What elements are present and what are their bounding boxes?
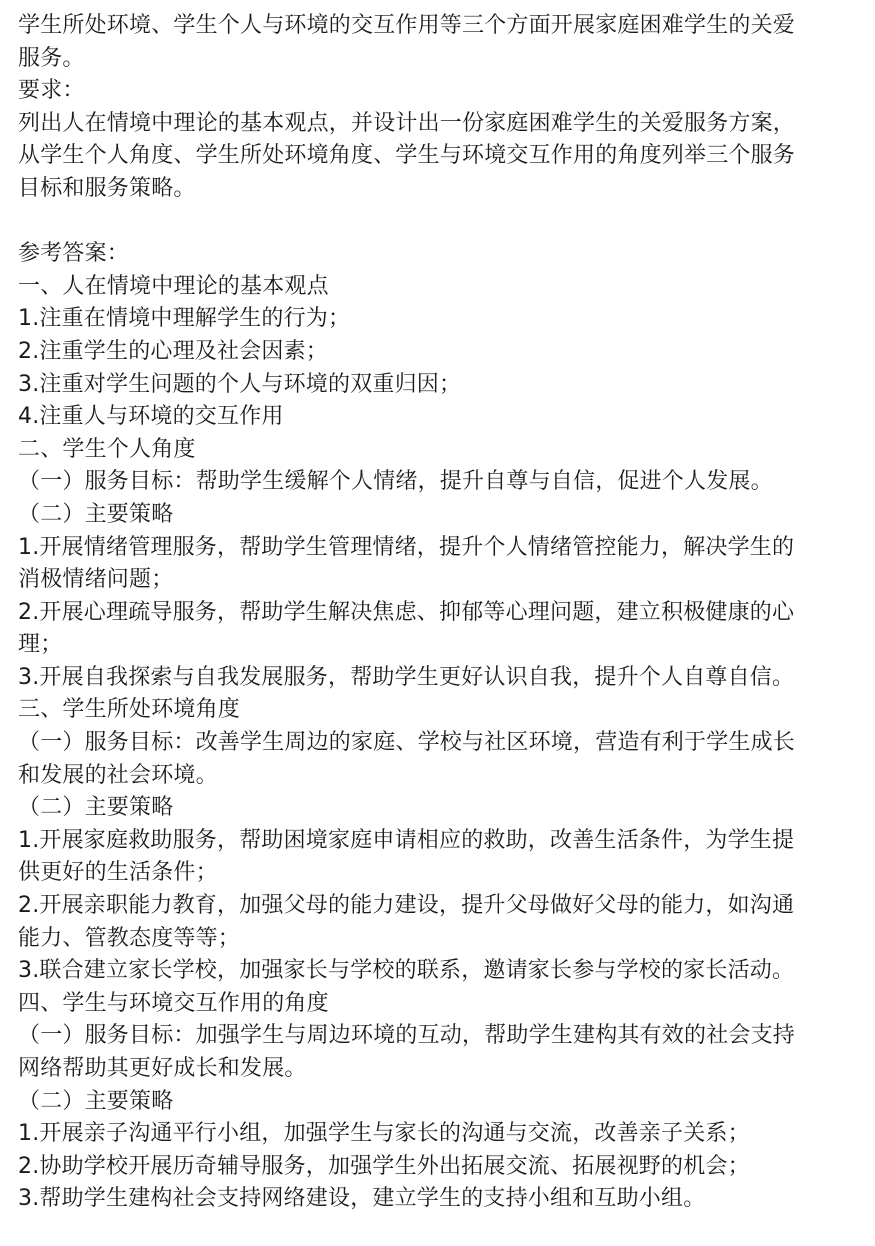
strategy-line: 3.帮助学生建构社会支持网络建设，建立学生的支持小组和互助小组。 — [18, 1186, 706, 1212]
strategy-line: 2.协助学校开展历奇辅导服务，加强学生外出拓展交流、拓展视野的机会； — [18, 1153, 750, 1179]
strategy-line: 3.开展自我探索与自我发展服务，帮助学生更好认识自我，提升个人自尊自信。 — [18, 664, 795, 690]
strategy-line: 3.联合建立家长学校，加强家长与学校的联系，邀请家长参与学校的家长活动。 — [18, 958, 795, 984]
blank-spacer — [18, 206, 860, 239]
section-environment-perspective — [18, 694, 860, 987]
strategy-line: 2.开展心理疏导服务，帮助学生解决焦虑、抑郁等心理问题，建立积极健康的心 — [18, 599, 795, 625]
strategy-line: 理； — [18, 632, 63, 658]
answer-heading: 参考答案： — [18, 241, 130, 267]
strategy-heading: （二）主要策略 — [18, 795, 174, 821]
document-body — [18, 10, 860, 1216]
strategy-line: 能力、管教态度等等； — [18, 925, 241, 951]
service-goal: 和发展的社会环境。 — [18, 762, 218, 788]
list-item: 4.注重人与环境的交互作用 — [18, 404, 284, 430]
service-goal: （一）服务目标：改善学生周边的家庭、学校与社区环境，营造有利于学生成长 — [18, 730, 796, 756]
section-heading: 一、人在情境中理论的基本观点 — [18, 273, 329, 299]
strategy-line: 2.开展亲职能力教育，加强父母的能力建设，提升父母做好父母的能力，如沟通 — [18, 893, 795, 919]
intro-line: 目标和服务策略。 — [18, 175, 196, 201]
service-goal: （一）服务目标：加强学生与周边环境的互动，帮助学生建构其有效的社会支持 — [18, 1023, 796, 1049]
section-heading: 二、学生个人角度 — [18, 436, 196, 462]
intro-line: 从学生个人角度、学生所处环境角度、学生与环境交互作用的角度列举三个服务 — [18, 143, 796, 169]
strategy-line: 供更好的生活条件； — [18, 860, 218, 886]
section-heading: 三、学生所处环境角度 — [18, 697, 241, 723]
strategy-line: 1.开展亲子沟通平行小组，加强学生与家长的沟通与交流，改善亲子关系； — [18, 1121, 750, 1147]
service-goal: （一）服务目标：帮助学生缓解个人情绪，提升自尊与自信，促进个人发展。 — [18, 469, 773, 495]
section-basic-views — [18, 271, 860, 434]
list-item: 1.注重在情境中理解学生的行为； — [18, 306, 351, 332]
list-item: 3.注重对学生问题的个人与环境的双重归因； — [18, 371, 462, 397]
section-heading: 四、学生与环境交互作用的角度 — [18, 990, 329, 1016]
strategy-line: 消极情绪问题； — [18, 567, 174, 593]
intro-block — [18, 10, 860, 206]
strategy-heading: （二）主要策略 — [18, 1088, 174, 1114]
section-interaction-perspective — [18, 988, 860, 1216]
intro-line: 服务。 — [18, 45, 85, 71]
intro-line: 学生所处环境、学生个人与环境的交互作用等三个方面开展家庭困难学生的关爱 — [18, 13, 796, 38]
intro-line: 要求： — [18, 78, 85, 104]
list-item: 2.注重学生的心理及社会因素； — [18, 338, 328, 364]
strategy-heading: （二）主要策略 — [18, 501, 174, 527]
strategy-line: 1.开展家庭救助服务，帮助困境家庭申请相应的救助，改善生活条件，为学生提 — [18, 827, 795, 853]
service-goal: 网络帮助其更好成长和发展。 — [18, 1056, 307, 1081]
intro-line: 列出人在情境中理论的基本观点，并设计出一份家庭困难学生的关爱服务方案， — [18, 110, 796, 136]
section-individual-perspective — [18, 434, 860, 695]
strategy-line: 1.开展情绪管理服务，帮助学生管理情绪，提升个人情绪管控能力，解决学生的 — [18, 534, 795, 560]
